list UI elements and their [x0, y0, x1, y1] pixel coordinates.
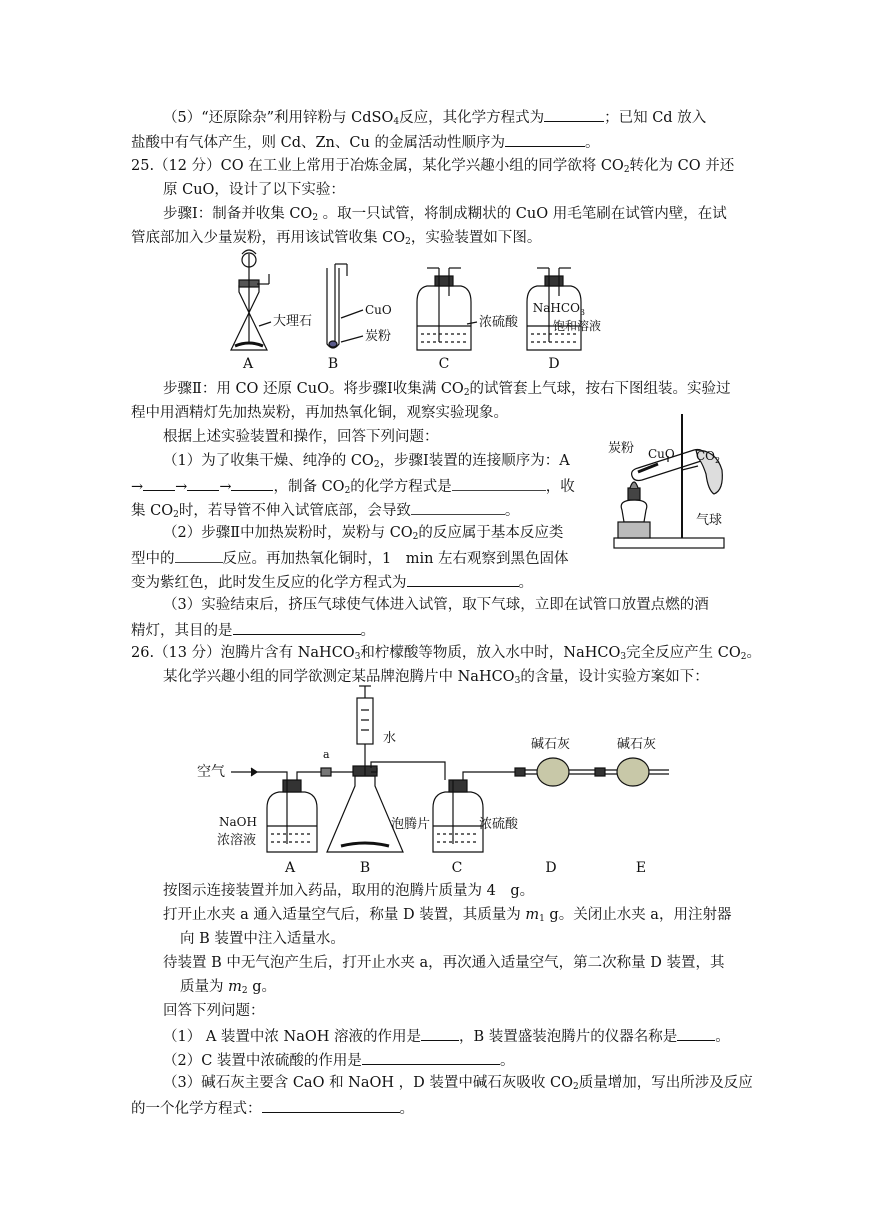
q26-step2: 打开止水夹 a 通入适量空气后，称量 D 装置，其质量为 $m_1$ g。关闭止水夹 a，用注射器	[163, 907, 732, 924]
answer-blank[interactable]	[262, 1098, 400, 1113]
q25-q2: （2）步骤Ⅱ中加热炭粉时，炭粉与 $CO_2$的反应属于基本反应类	[163, 525, 564, 542]
q26-step1: 按图示连接装置并加入药品，取用的泡腾片质量为 4 g。	[163, 883, 535, 899]
answer-blank[interactable]	[411, 500, 505, 515]
wash-bottle-c	[433, 792, 483, 852]
label-nahco3: NaHCO$_3$	[532, 301, 585, 317]
q26-heading: 26.（13 分）泡腾片含有 NaHCO$_3$和柠檬酸等物质，放入水中时，NaHCO$_3$完全反应产生 $CO_2$。	[131, 645, 761, 662]
label-a: A	[242, 356, 254, 370]
drying-tube-d	[537, 758, 569, 786]
q25-step2: 步骤Ⅱ：用 CO 还原 CuO。将步骤Ⅰ收集满 $CO_2$的试管套上气球，按右下图组装。实验过	[163, 381, 731, 398]
label-d: D	[548, 356, 560, 370]
q25-heading: 25.（12 分）CO 在工业上常用于冶炼金属，某化学兴趣小组的同学欲将 $CO_2$转化为 CO 并还	[131, 158, 735, 175]
answer-blank[interactable]	[452, 476, 546, 491]
label-carbon: 炭粉	[608, 441, 635, 456]
q25-heading-line2: 原 CuO，设计了以下实验：	[163, 182, 345, 198]
label-naoh: NaOH	[219, 815, 257, 829]
wash-bottle-a	[267, 792, 317, 852]
q25-q1-line2: → → → ，制备 $CO_2$的化学方程式是 ，收	[131, 476, 575, 500]
q25-q3: （3）实验结束后，挤压气球使气体进入试管，取下气球，立即在试管口放置点燃的酒	[163, 597, 709, 613]
alcohol-burner	[621, 500, 647, 522]
label-clamp-a: a	[323, 748, 330, 761]
label-soda-lime-2: 碱石灰	[617, 737, 657, 752]
label-cuo: CuO	[648, 447, 675, 461]
label-b: B	[327, 356, 339, 370]
q25-step1: 步骤Ⅰ：制备并收集 $CO_2$ 。取一只试管，将制成糊状的 CuO 用毛笔刷在试管内壁，在试	[163, 206, 727, 223]
label-conc-solution: 浓溶液	[217, 833, 257, 848]
q25-q1-line3: 集 $CO_2$时，若导管不伸入试管底部，会导致 。	[131, 500, 519, 524]
syringe	[357, 698, 373, 744]
answer-blank[interactable]	[544, 107, 604, 122]
label-tablet: 泡腾片	[391, 817, 431, 832]
test-tube-b	[327, 268, 339, 348]
answer-blank[interactable]	[505, 132, 585, 147]
figure-q26-apparatus	[195, 680, 675, 880]
label-d: D	[545, 860, 557, 876]
label-c: C	[451, 860, 463, 876]
q26-q1: （1） A 装置中浓 NaOH 溶液的作用是 ，B 装置盛装泡腾片的仪器名称是 。	[163, 1026, 730, 1046]
label-conc-sulfuric: 浓硫酸	[479, 817, 519, 832]
label-a: A	[284, 860, 296, 876]
label-c: C	[438, 356, 450, 370]
erlenmeyer-flask-b	[327, 776, 403, 852]
q25-q1: （1）为了收集干燥、纯净的 $CO_2$，步骤Ⅰ装置的连接顺序为：A	[163, 453, 570, 470]
label-co2: $CO_2$	[696, 449, 721, 465]
answer-blank[interactable]	[421, 1026, 459, 1041]
q26-step3-line2: 质量为 $m_2$ g。	[180, 979, 276, 996]
q26-q2: （2）C 装置中浓硫酸的作用是 。	[163, 1050, 514, 1070]
answer-blank[interactable]	[175, 548, 223, 563]
q26-heading-line2: 某化学兴趣小组的同学欲测定某品牌泡腾片中 NaHCO$_3$的含量，设计实验方案如下：	[163, 669, 709, 686]
wash-bottle-c	[417, 286, 471, 350]
answer-blank[interactable]	[143, 476, 175, 491]
label-saturated: 饱和溶液	[552, 319, 601, 333]
label-water: 水	[383, 731, 397, 746]
answer-blank[interactable]	[407, 572, 519, 587]
drying-tube-e	[617, 758, 649, 786]
q26-q3: （3）碱石灰主要含 CaO 和 NaOH ，D 装置中碱石灰吸收 $CO_2$质量增加，写出所涉及反应	[163, 1075, 753, 1092]
answer-blank[interactable]	[233, 620, 361, 635]
q26-ask: 回答下列问题：	[163, 1003, 265, 1019]
answer-blank[interactable]	[677, 1026, 715, 1041]
label-marble: 大理石	[273, 314, 313, 329]
label-cuo: CuO	[365, 303, 392, 317]
label-e: E	[635, 860, 647, 876]
label-carbon: 炭粉	[365, 329, 392, 344]
label-air: 空气	[197, 764, 225, 780]
label-b: B	[359, 860, 371, 876]
q26-step3: 待装置 B 中无气泡产生后，打开止水夹 a，再次通入适量空气，第二次称量 D 装置，其	[163, 955, 725, 971]
q26-q3-line2: 的一个化学方程式： 。	[131, 1098, 414, 1118]
wash-bottle-d	[527, 286, 581, 350]
answer-blank[interactable]	[362, 1050, 500, 1065]
q25-q2-line2: 型中的 反应。再加热氧化铜时，1 min 左右观察到黑色固体	[131, 548, 569, 568]
stand-base	[614, 538, 724, 548]
q25-step1-line2: 管底部加入少量炭粉，再用该试管收集 $CO_2$，实验装置如下图。	[131, 230, 542, 247]
q24-part5-line1: （5）“还原除杂”利用锌粉与 CdSO$_4$反应，其化学方程式为 ；已知 Cd 放入	[163, 107, 706, 131]
q24-part5-line2: 盐酸中有气体产生，则 Cd、Zn、Cu 的金属活动性顺序为 。	[131, 132, 599, 152]
q25-q2-line3: 变为紫红色，此时发生反应的化学方程式为 。	[131, 572, 533, 592]
label-conc-sulfuric: 浓硫酸	[479, 315, 519, 330]
label-balloon: 气球	[696, 513, 723, 528]
label-soda-lime-1: 碱石灰	[531, 737, 571, 752]
answer-blank[interactable]	[187, 476, 219, 491]
q25-q3-line2: 精灯，其目的是 。	[131, 620, 375, 640]
figure-step1-apparatus	[215, 246, 605, 370]
q26-step2-line2: 向 B 装置中注入适量水。	[180, 931, 345, 947]
q25-intro: 根据上述实验装置和操作，回答下列问题：	[163, 429, 439, 445]
q25-step2-line2: 程中用酒精灯先加热炭粉，再加热氧化铜，观察实验现象。	[131, 405, 508, 421]
figure-step2-apparatus	[598, 410, 738, 554]
answer-blank[interactable]	[231, 476, 273, 491]
